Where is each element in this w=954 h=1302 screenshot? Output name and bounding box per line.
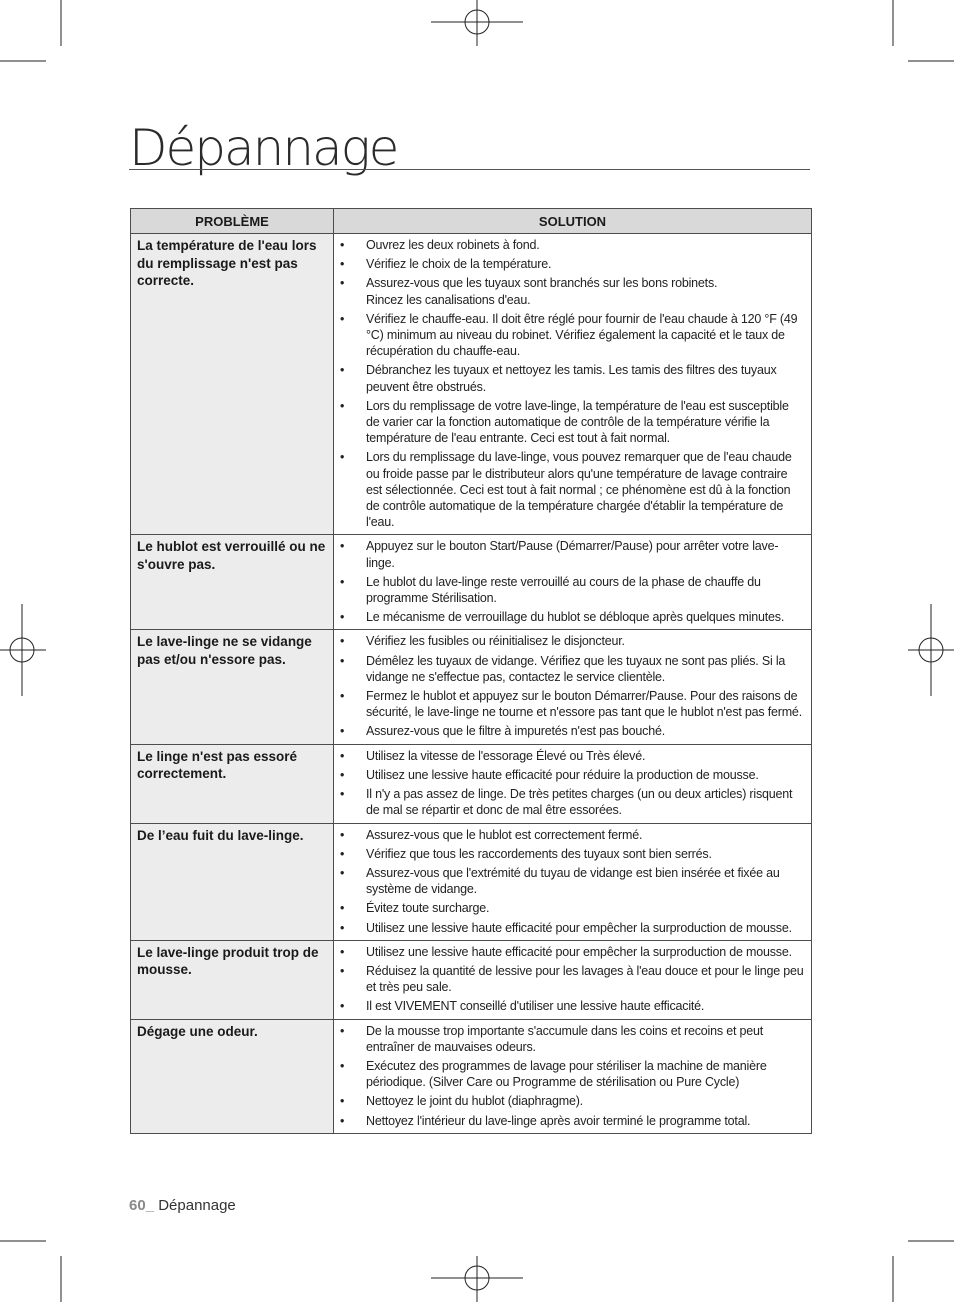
bullet-icon: • — [340, 276, 345, 291]
solution-text: Assurez-vous que le hublot est correctement fermé. — [366, 827, 643, 842]
solution-list — [340, 1023, 805, 1129]
solution-text: Le hublot du lave-linge reste verrouillé au cours de la phase de chauffe du programme Stérilisation. — [366, 574, 761, 606]
solution-item — [340, 963, 805, 995]
page-number: 60 — [129, 1197, 146, 1214]
solution-item — [340, 1093, 805, 1109]
solution-list — [340, 827, 805, 936]
solution-list — [340, 748, 805, 819]
solution-item — [340, 398, 805, 447]
solution-item — [340, 688, 805, 720]
solution-text: Utilisez une lessive haute efficacité pour réduire la production de mousse. — [366, 767, 759, 782]
solution-text: Assurez-vous que le filtre à impuretés n'est pas bouché. — [366, 724, 665, 739]
solution-item — [340, 900, 805, 916]
bullet-icon: • — [340, 450, 345, 465]
bullet-icon: • — [340, 724, 345, 739]
footer-section-name: Dépannage — [158, 1197, 236, 1214]
bullet-icon: • — [340, 748, 345, 763]
bullet-icon: • — [340, 1058, 345, 1073]
bullet-icon: • — [340, 634, 345, 649]
solution-text: Lors du remplissage de votre lave-linge, la température de l'eau est susceptible de varier car la fonction automatique de contrôle de la température vérifie la température de l'eau entrante. Ceci est tout à fait normal. — [366, 398, 789, 446]
problem-cell: Le lave-linge produit trop de mousse. — [131, 940, 334, 1019]
bullet-icon: • — [340, 610, 345, 625]
bullet-icon: • — [340, 920, 345, 935]
solution-text: Utilisez la vitesse de l'essorage Élevé ou Très élevé. — [366, 748, 646, 763]
solution-text: Démêlez les tuyaux de vidange. Vérifiez que les tuyaux ne sont pas pliés. Si la vidange ne s'effectue pas, contactez le service clientèle. — [366, 653, 786, 684]
solution-text: Le mécanisme de verrouillage du hublot se débloque après quelques minutes. — [366, 610, 785, 625]
solution-list — [340, 538, 805, 625]
bullet-icon: • — [340, 1113, 345, 1128]
solution-item — [340, 609, 805, 625]
problem-cell: La température de l'eau lors du remplissage n'est pas correcte. — [131, 234, 334, 535]
solution-cell — [334, 535, 812, 630]
solution-item — [340, 865, 805, 897]
table-row — [131, 1019, 812, 1133]
solution-item — [340, 237, 805, 253]
solution-text: Vérifiez le chauffe-eau. Il doit être réglé pour fournir de l'eau chaude à 120 °F (49 °C) minimum au niveau du robinet. Vérifiez également la capacité et le taux de récupération du chauffe-eau. — [366, 311, 798, 359]
solution-item — [340, 538, 805, 570]
bullet-icon: • — [340, 238, 345, 252]
problem-cell: Le hublot est verrouillé ou ne s'ouvre pas. — [131, 535, 334, 630]
solution-text: Réduisez la quantité de lessive pour les lavages à l'eau douce et pour le linge peu et très peu sale. — [366, 963, 804, 995]
registration-mark-right — [908, 604, 954, 696]
solution-text: Vérifiez les fusibles ou réinitialisez le disjoncteur. — [366, 634, 625, 649]
solution-text: Ouvrez les deux robinets à fond. — [366, 238, 540, 252]
registration-mark-left — [0, 604, 46, 696]
solution-cell — [334, 1019, 812, 1133]
bullet-icon: • — [340, 311, 345, 326]
title-underline — [129, 169, 810, 170]
bullet-icon: • — [340, 363, 345, 378]
solution-item — [340, 1023, 805, 1055]
registration-mark-top — [431, 0, 523, 46]
solution-item — [340, 920, 805, 936]
solution-item — [340, 786, 805, 818]
solution-item — [340, 723, 805, 739]
bullet-icon: • — [340, 574, 345, 589]
solution-item — [340, 827, 805, 843]
bullet-icon: • — [340, 865, 345, 880]
solution-list — [340, 237, 805, 530]
solution-item — [340, 311, 805, 360]
problem-cell: Le lave-linge ne se vidange pas et/ou n'essore pas. — [131, 630, 334, 744]
solution-text: Vérifiez le choix de la température. — [366, 257, 552, 272]
solution-item — [340, 574, 805, 606]
solution-item — [340, 653, 805, 685]
solution-text: Débranchez les tuyaux et nettoyez les tamis. Les tamis des filtres des tuyaux peuvent être obstrués. — [366, 363, 777, 394]
table-row — [131, 535, 812, 630]
solution-cell — [334, 823, 812, 940]
solution-cell — [334, 234, 812, 535]
table-row — [131, 823, 812, 940]
registration-mark-bottom — [431, 1256, 523, 1302]
table-header-row — [131, 209, 812, 234]
bullet-icon: • — [340, 398, 345, 413]
solution-item — [340, 1058, 805, 1090]
solution-item — [340, 256, 805, 272]
solution-text: Assurez-vous que les tuyaux sont branchés sur les bons robinets. Rincez les canalisations d'eau. — [366, 276, 718, 307]
page-footer — [129, 1197, 236, 1214]
solution-item — [340, 633, 805, 649]
solution-text: Assurez-vous que l'extrémité du tuyau de vidange est bien insérée et fixée au système de vidange. — [366, 865, 780, 897]
solution-list — [340, 633, 805, 739]
page-title: Dépannage — [129, 119, 398, 177]
solution-item — [340, 275, 805, 307]
solution-text: Appuyez sur le bouton Start/Pause (Démarrer/Pause) pour arrêter votre lave-linge. — [366, 539, 779, 570]
solution-cell — [334, 630, 812, 744]
bullet-icon: • — [340, 1094, 345, 1109]
solution-item — [340, 449, 805, 530]
solution-text: Utilisez une lessive haute efficacité pour empêcher la surproduction de mousse. — [366, 944, 792, 959]
bullet-icon: • — [340, 944, 345, 959]
solution-text: Utilisez une lessive haute efficacité pour empêcher la surproduction de mousse. — [366, 920, 792, 935]
solution-text: Exécutez des programmes de lavage pour stériliser la machine de manière périodique. (Silver Care ou Programme de stérilisation ou Pure Cycle) — [366, 1058, 767, 1090]
table-row — [131, 940, 812, 1019]
solution-cell — [334, 744, 812, 823]
bullet-icon: • — [340, 539, 345, 554]
bullet-icon: • — [340, 787, 345, 802]
column-header-problem: PROBLÈME — [131, 209, 334, 234]
bullet-icon: • — [340, 963, 345, 978]
bullet-icon: • — [340, 846, 345, 861]
problem-cell: Le linge n'est pas essoré correctement. — [131, 744, 334, 823]
table-row — [131, 630, 812, 744]
solution-cell — [334, 940, 812, 1019]
troubleshooting-table — [130, 208, 812, 1134]
column-header-solution: SOLUTION — [334, 209, 812, 234]
solution-text: Fermez le hublot et appuyez sur le bouton Démarrer/Pause. Pour des raisons de sécurité, le lave-linge ne tourne et n'essore pas tant que le hublot n'est pas fermé. — [366, 689, 802, 720]
solution-item — [340, 362, 805, 394]
solution-text: Vérifiez que tous les raccordements des tuyaux sont bien serrés. — [366, 846, 712, 861]
problem-cell: Dégage une odeur. — [131, 1019, 334, 1133]
table-row — [131, 234, 812, 535]
solution-text: Il n'y a pas assez de linge. De très petites charges (un ou deux articles) risquent de mal se répartir et donc de mal être essorées. — [366, 787, 793, 818]
bullet-icon: • — [340, 257, 345, 272]
solution-item — [340, 998, 805, 1014]
table-row — [131, 744, 812, 823]
solution-item — [340, 748, 805, 764]
bullet-icon: • — [340, 999, 345, 1014]
table-body — [131, 234, 812, 1134]
solution-text: Lors du remplissage du lave-linge, vous pouvez remarquer que de l'eau chaude ou froide passe par le distributeur alors qu'une température de lavage contraire est sélectionnée. Ceci est tout à fait normal ; ce phénomène est dû à la fonction de contrôle automatique de la température chargée d'établir la température de l'eau. — [366, 450, 792, 530]
bullet-icon: • — [340, 653, 345, 668]
solution-list — [340, 944, 805, 1015]
bullet-icon: • — [340, 767, 345, 782]
solution-item — [340, 944, 805, 960]
bullet-icon: • — [340, 689, 345, 704]
solution-text: Nettoyez le joint du hublot (diaphragme). — [366, 1094, 583, 1109]
page-number-separator: _ — [145, 1197, 159, 1214]
solution-item — [340, 846, 805, 862]
bullet-icon: • — [340, 901, 345, 916]
solution-text: Il est VIVEMENT conseillé d'utiliser une lessive haute efficacité. — [366, 999, 705, 1014]
solution-text: De la mousse trop importante s'accumule dans les coins et recoins et peut entraîner de mauvaises odeurs. — [366, 1023, 764, 1054]
problem-cell: De l’eau fuit du lave-linge. — [131, 823, 334, 940]
bullet-icon: • — [340, 1023, 345, 1038]
solution-text: Évitez toute surcharge. — [366, 901, 490, 916]
bullet-icon: • — [340, 827, 345, 842]
solution-item — [340, 1113, 805, 1129]
solution-item — [340, 767, 805, 783]
solution-text: Nettoyez l'intérieur du lave-linge après avoir terminé le programme total. — [366, 1113, 751, 1128]
